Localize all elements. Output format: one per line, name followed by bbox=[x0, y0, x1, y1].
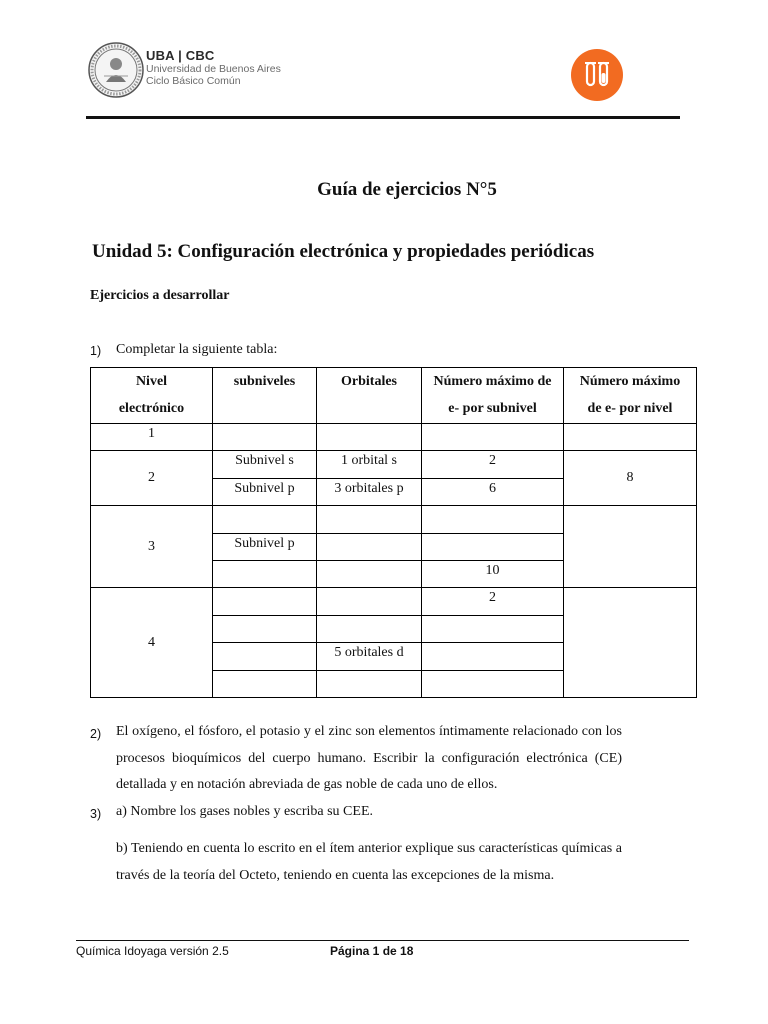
cell-max-p: 6 bbox=[422, 478, 564, 505]
cell-empty bbox=[422, 424, 564, 451]
table-header-row bbox=[91, 368, 697, 424]
cell-level-2: 2 bbox=[91, 451, 213, 506]
cell-orbitales-d-4: 5 orbitales d bbox=[317, 643, 422, 670]
document-title bbox=[0, 179, 768, 201]
table-row bbox=[91, 424, 697, 451]
cell-level-4: 4 bbox=[91, 588, 213, 698]
cell-empty bbox=[317, 560, 422, 587]
cell-subnivel-p: Subnivel p bbox=[213, 478, 317, 505]
unit-title: Unidad 5: Configuración electrónica y propiedades periódicas bbox=[92, 241, 595, 262]
cell-empty bbox=[422, 506, 564, 533]
exercise-3-number: 3) bbox=[90, 807, 102, 821]
cell-empty bbox=[317, 533, 422, 560]
header-max-nivel: Número máximo de e- por nivel bbox=[564, 368, 697, 424]
cell-empty bbox=[213, 424, 317, 451]
cell-subnivel-s: Subnivel s bbox=[213, 451, 317, 478]
cell-empty bbox=[213, 560, 317, 587]
exercise-2-text: El oxígeno, el fósforo, el potasio y el zinc son elementos íntimamente relacionado con los procesos bioquímicos del cuerpo humano. Escribir la configuración electrónica (CE) detallada y en notación abreviada de gas noble de cada uno de ellos. bbox=[116, 724, 622, 792]
cell-empty bbox=[422, 643, 564, 670]
org-line-1: Universidad de Buenos Aires bbox=[146, 63, 281, 75]
header-subniveles: subniveles bbox=[213, 368, 317, 424]
cell-max-nivel-4 bbox=[564, 588, 697, 698]
electron-table bbox=[90, 367, 697, 698]
page-header bbox=[86, 40, 680, 120]
org-line-2: Ciclo Básico Común bbox=[146, 75, 241, 87]
table-row bbox=[91, 506, 697, 533]
cell-orbital-s: 1 orbital s bbox=[317, 451, 422, 478]
cell-empty bbox=[422, 670, 564, 697]
cell-empty bbox=[422, 533, 564, 560]
header-nivel: Nivel electrónico bbox=[91, 368, 213, 424]
cell-max-nivel-3 bbox=[564, 506, 697, 588]
cell-level-3: 3 bbox=[91, 506, 213, 588]
cell-empty bbox=[317, 670, 422, 697]
exercise-2-number: 2) bbox=[90, 727, 102, 741]
org-title: UBA | CBC bbox=[146, 48, 215, 63]
cell-max-s-4: 2 bbox=[422, 588, 564, 615]
header-divider bbox=[86, 116, 680, 119]
cell-orbitales-p: 3 orbitales p bbox=[317, 478, 422, 505]
cell-empty bbox=[422, 615, 564, 642]
header-max-subnivel: Número máximo de e- por subnivel bbox=[422, 368, 564, 424]
cell-empty bbox=[213, 506, 317, 533]
cell-max-nivel-2: 8 bbox=[564, 451, 697, 506]
test-tubes-icon bbox=[571, 49, 623, 101]
exercise-1-number: 1) bbox=[90, 344, 102, 358]
exercise-3a-text: a) Nombre los gases nobles y escriba su CEE. bbox=[116, 804, 373, 819]
table-row bbox=[91, 588, 697, 615]
footer-version: Química Idoyaga versión 2.5 bbox=[76, 944, 229, 958]
cell-empty bbox=[317, 424, 422, 451]
cell-empty bbox=[317, 615, 422, 642]
cell-level-1: 1 bbox=[91, 424, 213, 451]
cell-empty bbox=[317, 506, 422, 533]
org-name-block bbox=[146, 48, 281, 87]
cell-max-s: 2 bbox=[422, 451, 564, 478]
uba-seal-icon bbox=[88, 42, 144, 98]
cell-subnivel-p-3: Subnivel p bbox=[213, 533, 317, 560]
cell-empty bbox=[213, 615, 317, 642]
footer-page-number: Página 1 de 18 bbox=[330, 944, 414, 958]
cell-empty bbox=[213, 588, 317, 615]
section-title: Ejercicios a desarrollar bbox=[90, 288, 230, 303]
cell-empty bbox=[213, 643, 317, 670]
footer-divider bbox=[76, 940, 689, 941]
cell-empty bbox=[564, 424, 697, 451]
exercise-1-text: Completar la siguiente tabla: bbox=[116, 342, 278, 357]
document-title-text: Guía de ejercicios N°5 bbox=[317, 179, 497, 200]
cell-empty bbox=[213, 670, 317, 697]
header-orbitales: Orbitales bbox=[317, 368, 422, 424]
cell-empty bbox=[317, 588, 422, 615]
table-row bbox=[91, 451, 697, 478]
cell-max-d-3: 10 bbox=[422, 560, 564, 587]
exercise-3b-text: b) Teniendo en cuenta lo escrito en el ítem anterior explique sus características químicas a través de la teoría del Octeto, teniendo en cuenta las excepciones de la misma. bbox=[116, 841, 622, 883]
